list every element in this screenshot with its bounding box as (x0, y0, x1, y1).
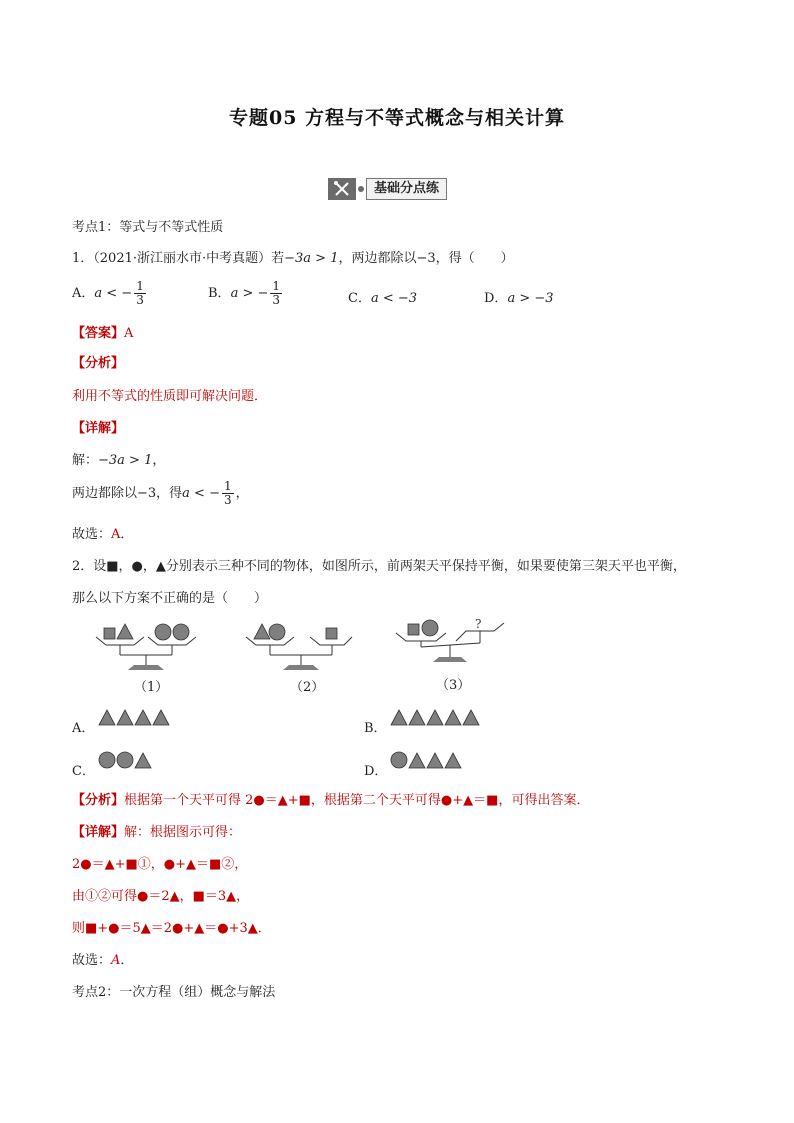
q2-option-c-label: C． (72, 764, 95, 779)
q2-option-d-shapes (390, 750, 470, 772)
q2-analysis: 【分析】根据第一个天平可得 2●＝▲+■，根据第二个天平可得●+▲＝■，可得出答案． (72, 793, 590, 808)
question-mark: ? (475, 617, 482, 631)
badge-dot (358, 186, 364, 192)
q1-option-a: A．a < − $\frac{1}{3}$ (72, 279, 144, 307)
q1-detail-line-2: 两边都除以−3，得a < − $\frac{1}{3}$ ， (72, 479, 249, 507)
section-2-heading: 考点2：一次方程（组）概念与解法 (72, 985, 276, 1000)
q2-detail: 【详解】解：根据图示可得： (72, 825, 242, 840)
balance-figures (90, 615, 520, 697)
q1-analysis-tag: 【分析】 (72, 356, 125, 371)
balance-2 (246, 624, 352, 670)
q2-option-c-shapes (98, 750, 158, 772)
crossed-tools-icon (328, 178, 356, 200)
q2-option-b-label: B． (364, 721, 387, 736)
q1-option-c: C．a < −3 (348, 291, 418, 306)
q2-option-a-label: A． (72, 721, 95, 736)
q1-option-d: D．a > −3 (484, 291, 554, 306)
q2-option-d-label: D． (364, 764, 388, 779)
q2-choose: 故选：A． (72, 953, 134, 968)
figure-label-1: （1） (134, 680, 169, 695)
q2-stem-line-2: 那么以下方案不正确的是（ ） (72, 591, 268, 606)
q2-eq-2: 由①②可得●＝2▲，■＝3▲， (72, 889, 250, 904)
page-title: 专题05 方程与不等式概念与相关计算 (228, 107, 566, 129)
figure-label-3: （3） (436, 678, 471, 693)
q1-detail-tag: 【详解】 (72, 421, 125, 436)
section-badge (328, 178, 447, 200)
section-1-heading: 考点1：等式与不等式性质 (72, 220, 224, 235)
q1-detail-line-1: 解：−3a > 1， (72, 453, 166, 468)
q1-option-b: B．a > − $\frac{1}{3}$ (208, 279, 281, 307)
q2-eq-1: 2●＝▲+■①，●+▲＝■②， (72, 857, 248, 872)
figure-label-2: （2） (290, 680, 325, 695)
q2-eq-3: 则■+●＝5▲＝2●+▲＝●+3▲． (72, 921, 271, 936)
q1-answer: 【答案】A (72, 326, 134, 341)
badge-label: 基础分点练 (366, 178, 447, 200)
q2-option-b-shapes (390, 708, 490, 728)
q1-analysis: 利用不等式的性质即可解决问题． (72, 389, 268, 404)
q1-stem: 1．（2021·浙江丽水市·中考真题）若−3a > 1，两边都除以−3，得（ ） (72, 251, 514, 266)
balance-1 (96, 624, 196, 670)
q1-choose: 故选：A． (72, 527, 134, 542)
balance-3 (396, 617, 504, 662)
q2-option-a-shapes (98, 708, 178, 728)
q2-stem-line-1: 2．设■，●，▲分别表示三种不同的物体，如图所示，前两架天平保持平衡，如果要使第三架天平也平衡， (72, 559, 686, 574)
